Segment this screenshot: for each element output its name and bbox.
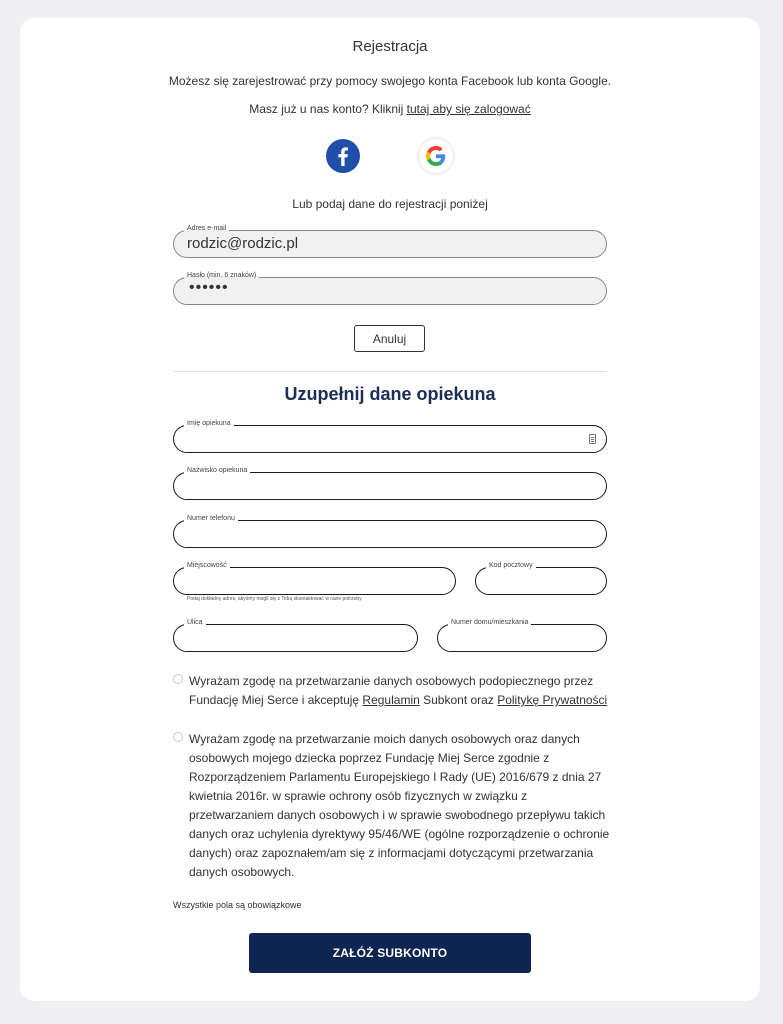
email-label: Adres e-mail: [184, 224, 229, 234]
login-link[interactable]: tutaj aby się zalogować: [406, 102, 531, 116]
house-number-label: Numer domu/mieszkania: [448, 618, 531, 628]
create-subaccount-button[interactable]: ZAŁÓŻ SUBKONTO: [249, 933, 531, 973]
privacy-policy-link[interactable]: Politykę Prywatności: [497, 693, 608, 707]
page-title: Rejestracja: [352, 38, 428, 55]
facebook-login-button[interactable]: [326, 139, 360, 173]
password-field[interactable]: [173, 272, 607, 305]
street-field[interactable]: [173, 619, 418, 652]
registration-card: [20, 18, 760, 1001]
password-value: ••••••: [189, 279, 229, 296]
consent-terms-text-b: Subkont oraz: [419, 693, 498, 707]
google-icon: [426, 146, 446, 166]
consent-gdpr-text: Wyrażam zgodę na przetwarzanie moich danych osobowych oraz danych osobowych mojego dziecka poprzez Fundację Miej Serce zgodnie z Rozporządzeniem Parlamentu Europejskiego I Rady (UE) 2016/679 z dnia 27 kwietnia 2016r. w sprawie ochrony osób fizycznych w związku z przetwarzaniem danych osobowych i w sprawie swobodnego przepływu takich danych oraz uchylenia dyrektywy 95/46/WE (ogólne rozporządzenie o ochronie danych) oraz zapoznałem/am się z informacjami dotyczącymi przetwarzania danych osobowych.: [189, 732, 610, 879]
login-prompt: [20, 102, 760, 116]
required-fields-note: Wszystkie pola są obowiązkowe: [173, 900, 302, 910]
first-name-field[interactable]: [173, 420, 607, 453]
consent-terms-radio[interactable]: [173, 674, 183, 684]
last-name-label: Nazwisko opiekuna: [184, 466, 250, 476]
login-prompt-text: Masz już u nas konto? Kliknij: [249, 102, 407, 116]
city-label: Miejscowość: [184, 561, 230, 571]
phone-field[interactable]: [173, 515, 607, 548]
address-hint: Podaj dokładny adres, abyśmy mogli się z Tobą skontaktować w razie potrzeby: [187, 596, 362, 602]
email-value: rodzic@rodzic.pl: [187, 235, 299, 252]
street-label: Ulica: [184, 618, 206, 628]
consent-terms[interactable]: [173, 672, 613, 710]
first-name-label: Imię opiekuna: [184, 419, 234, 429]
terms-link[interactable]: Regulamin: [362, 693, 420, 707]
house-number-field[interactable]: [437, 619, 607, 652]
google-login-button[interactable]: [419, 139, 453, 173]
email-field[interactable]: [173, 225, 607, 258]
consent-gdpr-radio[interactable]: [173, 732, 183, 742]
social-signup-info: Możesz się zarejestrować przy pomocy swojego konta Facebook lub konta Google.: [168, 74, 612, 88]
consent-gdpr[interactable]: [173, 730, 613, 882]
section-divider: [173, 371, 607, 372]
postal-code-field[interactable]: [475, 562, 607, 595]
guardian-section-title: Uzupełnij dane opiekuna: [284, 384, 496, 404]
cancel-button[interactable]: Anuluj: [354, 325, 425, 352]
postal-code-label: Kod pocztowy: [486, 561, 536, 571]
manual-signup-text: Lub podaj dane do rejestracji poniżej: [292, 197, 488, 211]
city-field[interactable]: [173, 562, 456, 595]
contact-card-icon: [589, 434, 596, 444]
phone-label: Numer telefonu: [184, 514, 238, 524]
consent-terms-text-a: Wyrażam zgodę na przetwarzanie danych osobowych podopiecznego przez Fundację Miej Serce i akceptuję: [189, 674, 594, 707]
facebook-icon: [326, 139, 360, 173]
consent-terms-text: [189, 672, 613, 710]
password-label: Hasło (min. 6 znaków): [184, 271, 259, 281]
last-name-field[interactable]: [173, 467, 607, 500]
